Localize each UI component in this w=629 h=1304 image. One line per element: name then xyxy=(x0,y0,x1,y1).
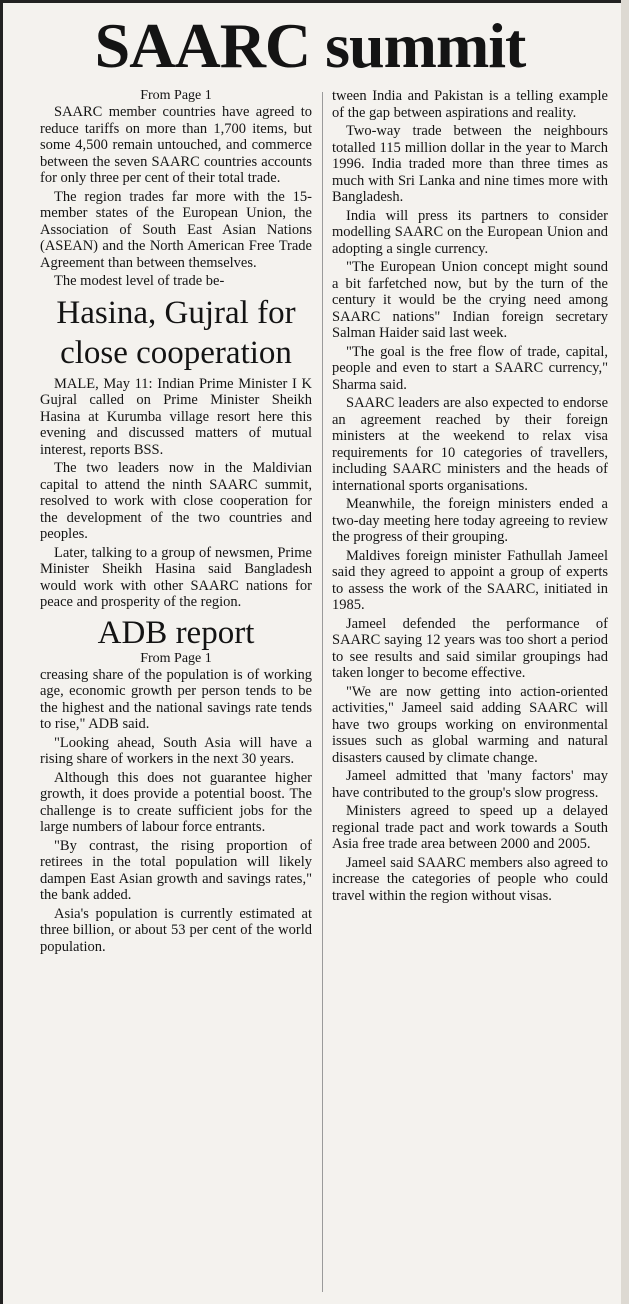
hasina-paragraph: The two leaders now in the Maldivian capital to attend the ninth SAARC summit, resolved to work with close cooperation for the development of the two countries and peoples. xyxy=(40,460,312,542)
saarc-paragraph: SAARC member countries have agreed to reduce tariffs on more than 1,700 items, but some 4,500 remain untouched, and commerce between the seven SAARC countries accounts for only three per cent of their total trade. xyxy=(40,104,312,186)
right-column xyxy=(332,88,608,906)
saarc-paragraph: Jameel admitted that 'many factors' may have contributed to the group's slow progress. xyxy=(332,768,608,801)
left-border xyxy=(0,0,3,1304)
saarc-paragraph: "We are now getting into action-oriented activities," Jameel said adding SAARC will have two groups working on environmental issues such as global warming and natural disasters caused by climate change. xyxy=(332,683,608,766)
saarc-paragraph: The modest level of trade be- xyxy=(54,273,225,289)
left-column xyxy=(40,88,312,957)
saarc-paragraph: Maldives foreign minister Fathullah Jameel said they agreed to appoint a group of experts to assess the work of the SAARC, initiated in 1985. xyxy=(332,547,608,613)
saarc-paragraph: "The European Union concept might sound a bit farfetched now, but by the turn of the century it would be the crying need among SAARC nations" Indian foreign secretary Salman Haider said last week. xyxy=(332,259,608,341)
adb-paragraph: Although this does not guarantee higher growth, it does provide a potential boost. The challenge is to create sufficient jobs for the large numbers of labour force entrants. xyxy=(40,769,312,835)
hasina-headline: Hasina, Gujral for close cooperation xyxy=(56,294,296,371)
saarc-paragraph: The region trades far more with the 15-member states of the European Union, the Association of South East Asian Nations (ASEAN) and the North American Free Trade Agreement than between themselves. xyxy=(40,188,312,271)
column-rule xyxy=(322,92,323,1292)
saarc-paragraph: India will press its partners to consider modelling SAARC on the European Union and adopting a single currency. xyxy=(332,207,608,257)
adb-headline: ADB report xyxy=(97,614,255,651)
saarc-paragraph: Meanwhile, the foreign ministers ended a two-day meeting here today agreeing to review the progress of their grouping. xyxy=(332,496,608,545)
adb-paragraph: "By contrast, the rising proportion of retirees in the total population will likely dampen East Asian growth and savings rates," the bank added. xyxy=(40,837,312,903)
adb-paragraph: Asia's population is currently estimated at three billion, or about 53 per cent of the world population. xyxy=(40,905,312,955)
adb-paragraph: creasing share of the population is of working age, economic growth per person tends to be the highest and the national savings rate tends to rise," ADB said. xyxy=(40,666,312,732)
hasina-paragraph: Later, talking to a group of newsmen, Prime Minister Sheikh Hasina said Bangladesh would work with other SAARC nations for peace and prosperity of the region. xyxy=(40,544,312,610)
top-border xyxy=(0,0,629,3)
saarc-paragraph: Two-way trade between the neighbours totalled 115 million dollar in the year to March 1996. India traded more than three times as much with Sri Lanka and nine times more with Bangladesh. xyxy=(332,123,608,205)
adb-paragraph: "Looking ahead, South Asia will have a rising share of workers in the next 30 years. xyxy=(40,734,312,767)
saarc-paragraph: Ministers agreed to speed up a delayed regional trade pact and work towards a South Asia free trade area between 2000 and 2005. xyxy=(332,803,608,852)
saarc-jump-line: From Page 1 xyxy=(140,88,212,103)
saarc-paragraph: tween India and Pakistan is a telling example of the gap between aspirations and reality. xyxy=(332,88,608,121)
saarc-paragraph: SAARC leaders are also expected to endorse an agreement reached by their foreign ministers at the weekend to relax visa requirements for 10 categories of travellers, including SAARC ministers and the heads of international sports organisations. xyxy=(332,395,608,494)
saarc-paragraph: Jameel defended the performance of SAARC saying 12 years was too short a period to see results and said similar groupings had taken longer to become effective. xyxy=(332,615,608,681)
adb-jump-line: From Page 1 xyxy=(140,650,212,666)
saarc-paragraph: "The goal is the free flow of trade, capital, people and even to start a SAARC currency," Sharma said. xyxy=(332,343,608,393)
hasina-paragraph: MALE, May 11: Indian Prime Minister I K Gujral called on Prime Minister Sheikh Hasina at Kurumba village resort here this evening and discussed matters of mutual interest, reports BSS. xyxy=(40,375,312,458)
right-edge-strip xyxy=(621,0,629,1304)
main-headline: SAARC summit xyxy=(94,10,526,81)
saarc-paragraph: Jameel said SAARC members also agreed to increase the categories of people who could travel within the region without visas. xyxy=(332,854,608,904)
